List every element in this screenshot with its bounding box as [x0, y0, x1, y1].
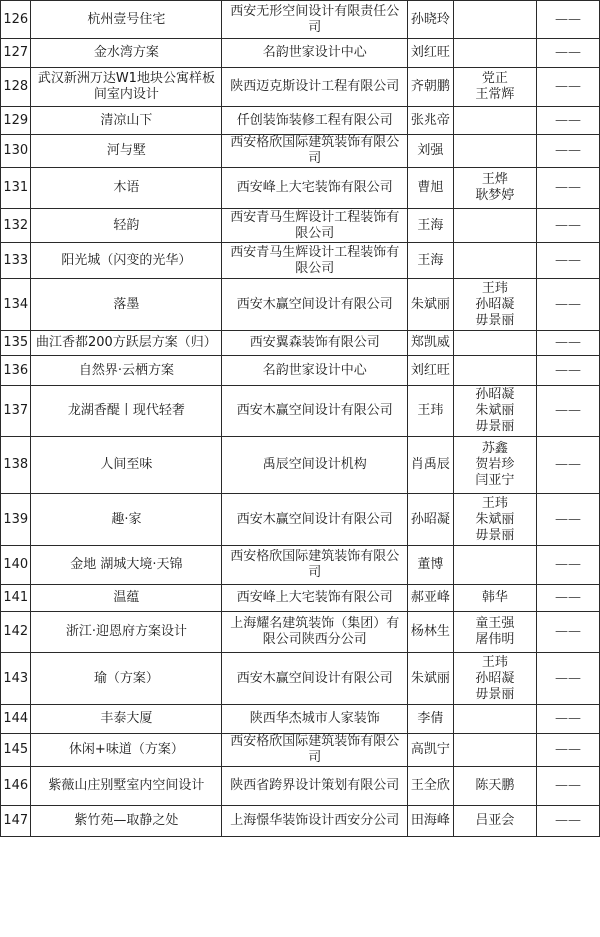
team-members: 王烨 耿梦婷: [453, 168, 536, 209]
remark: ——: [537, 806, 600, 837]
row-number: 145: [1, 734, 31, 767]
team-members: 韩华: [453, 585, 536, 612]
project-name: 休闲+味道（方案）: [31, 734, 222, 767]
remark: ——: [537, 653, 600, 705]
company-name: 名韵世家设计中心: [222, 356, 408, 386]
team-members: 党正 王常辉: [453, 68, 536, 107]
row-number: 143: [1, 653, 31, 705]
table-row: [1, 1, 600, 39]
project-name: 温蕴: [31, 585, 222, 612]
row-number: 135: [1, 331, 31, 356]
lead-designer: 刘强: [408, 135, 454, 168]
project-name: 紫薇山庄别墅室内空间设计: [31, 767, 222, 806]
table-row: [1, 386, 600, 437]
company-name: 上海憬华装饰设计西安分公司: [222, 806, 408, 837]
row-number: 133: [1, 243, 31, 279]
remark: ——: [537, 1, 600, 39]
table-row: [1, 279, 600, 331]
remark: ——: [537, 767, 600, 806]
table-row: [1, 612, 600, 653]
table-row: [1, 585, 600, 612]
table-row: [1, 546, 600, 585]
company-name: 西安木赢空间设计有限公司: [222, 494, 408, 546]
company-name: 西安无形空间设计有限责任公司: [222, 1, 408, 39]
company-name: 西安格欣国际建筑装饰有限公司: [222, 135, 408, 168]
project-name: 紫竹苑—取静之处: [31, 806, 222, 837]
table-row: [1, 437, 600, 494]
team-members: [453, 705, 536, 734]
lead-designer: 齐朝鹏: [408, 68, 454, 107]
team-members: 童王强 屠伟明: [453, 612, 536, 653]
remark: ——: [537, 331, 600, 356]
remark: ——: [537, 279, 600, 331]
lead-designer: 张兆帝: [408, 107, 454, 135]
row-number: 127: [1, 39, 31, 68]
row-number: 132: [1, 209, 31, 243]
company-name: 西安翼森装饰有限公司: [222, 331, 408, 356]
row-number: 146: [1, 767, 31, 806]
team-members: [453, 734, 536, 767]
row-number: 139: [1, 494, 31, 546]
project-name: 自然界·云栖方案: [31, 356, 222, 386]
lead-designer: 朱斌丽: [408, 653, 454, 705]
row-number: 134: [1, 279, 31, 331]
row-number: 129: [1, 107, 31, 135]
row-number: 131: [1, 168, 31, 209]
company-name: 西安木赢空间设计有限公司: [222, 279, 408, 331]
project-name: 金地 湖城大境·天锦: [31, 546, 222, 585]
table-row: [1, 331, 600, 356]
company-name: 西安峰上大宅装饰有限公司: [222, 168, 408, 209]
lead-designer: 孙昭凝: [408, 494, 454, 546]
row-number: 128: [1, 68, 31, 107]
team-members: 苏鑫 贺岩珍 闫亚宁: [453, 437, 536, 494]
lead-designer: 王玮: [408, 386, 454, 437]
team-members: [453, 546, 536, 585]
row-number: 140: [1, 546, 31, 585]
lead-designer: 董博: [408, 546, 454, 585]
company-name: 西安峰上大宅装饰有限公司: [222, 585, 408, 612]
company-name: 禹辰空间设计机构: [222, 437, 408, 494]
lead-designer: 田海峰: [408, 806, 454, 837]
remark: ——: [537, 705, 600, 734]
row-number: 136: [1, 356, 31, 386]
remark: ——: [537, 546, 600, 585]
project-name: 河与墅: [31, 135, 222, 168]
remark: ——: [537, 135, 600, 168]
lead-designer: 朱斌丽: [408, 279, 454, 331]
remark: ——: [537, 39, 600, 68]
row-number: 147: [1, 806, 31, 837]
company-name: 西安格欣国际建筑装饰有限公司: [222, 546, 408, 585]
team-members: [453, 1, 536, 39]
team-members: 吕亚会: [453, 806, 536, 837]
lead-designer: 高凯宁: [408, 734, 454, 767]
project-name: 金水湾方案: [31, 39, 222, 68]
remark: ——: [537, 494, 600, 546]
table-row: [1, 243, 600, 279]
project-name: 浙江·迎恩府方案设计: [31, 612, 222, 653]
team-members: [453, 356, 536, 386]
team-members: [453, 209, 536, 243]
team-members: [453, 135, 536, 168]
company-name: 西安木赢空间设计有限公司: [222, 386, 408, 437]
project-name: 曲江香都200方跃层方案（归）: [31, 331, 222, 356]
lead-designer: 王海: [408, 209, 454, 243]
project-name: 清凉山下: [31, 107, 222, 135]
company-name: 陕西省跨界设计策划有限公司: [222, 767, 408, 806]
lead-designer: 郝亚峰: [408, 585, 454, 612]
project-name: 龙湖香醍丨现代轻奢: [31, 386, 222, 437]
lead-designer: 李倩: [408, 705, 454, 734]
table-row: [1, 653, 600, 705]
row-number: 138: [1, 437, 31, 494]
table-row: [1, 209, 600, 243]
team-members: 陈天鹏: [453, 767, 536, 806]
remark: ——: [537, 734, 600, 767]
remark: ——: [537, 68, 600, 107]
lead-designer: 孙晓玲: [408, 1, 454, 39]
team-members: 王玮 朱斌丽 毋景丽: [453, 494, 536, 546]
row-number: 137: [1, 386, 31, 437]
remark: ——: [537, 243, 600, 279]
project-name: 杭州壹号住宅: [31, 1, 222, 39]
row-number: 144: [1, 705, 31, 734]
lead-designer: 杨林生: [408, 612, 454, 653]
lead-designer: 王海: [408, 243, 454, 279]
project-name: 丰泰大厦: [31, 705, 222, 734]
remark: ——: [537, 585, 600, 612]
team-members: 孙昭凝 朱斌丽 毋景丽: [453, 386, 536, 437]
team-members: [453, 39, 536, 68]
row-number: 141: [1, 585, 31, 612]
company-name: 西安木赢空间设计有限公司: [222, 653, 408, 705]
table-row: [1, 705, 600, 734]
remark: ——: [537, 386, 600, 437]
project-name: 武汉新洲万达W1地块公寓样板间室内设计: [31, 68, 222, 107]
lead-designer: 刘红旺: [408, 39, 454, 68]
project-name: 阳光城（闪变的光华）: [31, 243, 222, 279]
row-number: 142: [1, 612, 31, 653]
company-name: 仟创装饰装修工程有限公司: [222, 107, 408, 135]
team-members: 王玮 孙昭凝 毋景丽: [453, 653, 536, 705]
table-row: [1, 107, 600, 135]
table-row: [1, 734, 600, 767]
company-name: 西安青马生辉设计工程装饰有限公司: [222, 243, 408, 279]
project-name: 瑜（方案）: [31, 653, 222, 705]
table-row: [1, 806, 600, 837]
team-members: [453, 107, 536, 135]
team-members: [453, 331, 536, 356]
team-members: [453, 243, 536, 279]
table-row: [1, 356, 600, 386]
lead-designer: 刘红旺: [408, 356, 454, 386]
remark: ——: [537, 437, 600, 494]
table-row: [1, 68, 600, 107]
table-row: [1, 494, 600, 546]
company-name: 西安青马生辉设计工程装饰有限公司: [222, 209, 408, 243]
company-name: 陕西迈克斯设计工程有限公司: [222, 68, 408, 107]
remark: ——: [537, 612, 600, 653]
row-number: 126: [1, 1, 31, 39]
table-row: [1, 767, 600, 806]
lead-designer: 曹旭: [408, 168, 454, 209]
lead-designer: 王全欣: [408, 767, 454, 806]
project-name: 人间至味: [31, 437, 222, 494]
company-name: 陕西华杰城市人家装饰: [222, 705, 408, 734]
project-name: 木语: [31, 168, 222, 209]
table-row: [1, 135, 600, 168]
remark: ——: [537, 107, 600, 135]
row-number: 130: [1, 135, 31, 168]
project-name: 轻韵: [31, 209, 222, 243]
company-name: 西安格欣国际建筑装饰有限公司: [222, 734, 408, 767]
company-name: 上海耀名建筑装饰（集团）有限公司陕西分公司: [222, 612, 408, 653]
company-name: 名韵世家设计中心: [222, 39, 408, 68]
remark: ——: [537, 209, 600, 243]
project-name: 落墨: [31, 279, 222, 331]
table-row: [1, 168, 600, 209]
remark: ——: [537, 168, 600, 209]
team-members: 王玮 孙昭凝 毋景丽: [453, 279, 536, 331]
lead-designer: 郑凯威: [408, 331, 454, 356]
lead-designer: 肖禹辰: [408, 437, 454, 494]
table-row: [1, 39, 600, 68]
project-name: 趣·家: [31, 494, 222, 546]
remark: ——: [537, 356, 600, 386]
table-body: [1, 1, 600, 837]
